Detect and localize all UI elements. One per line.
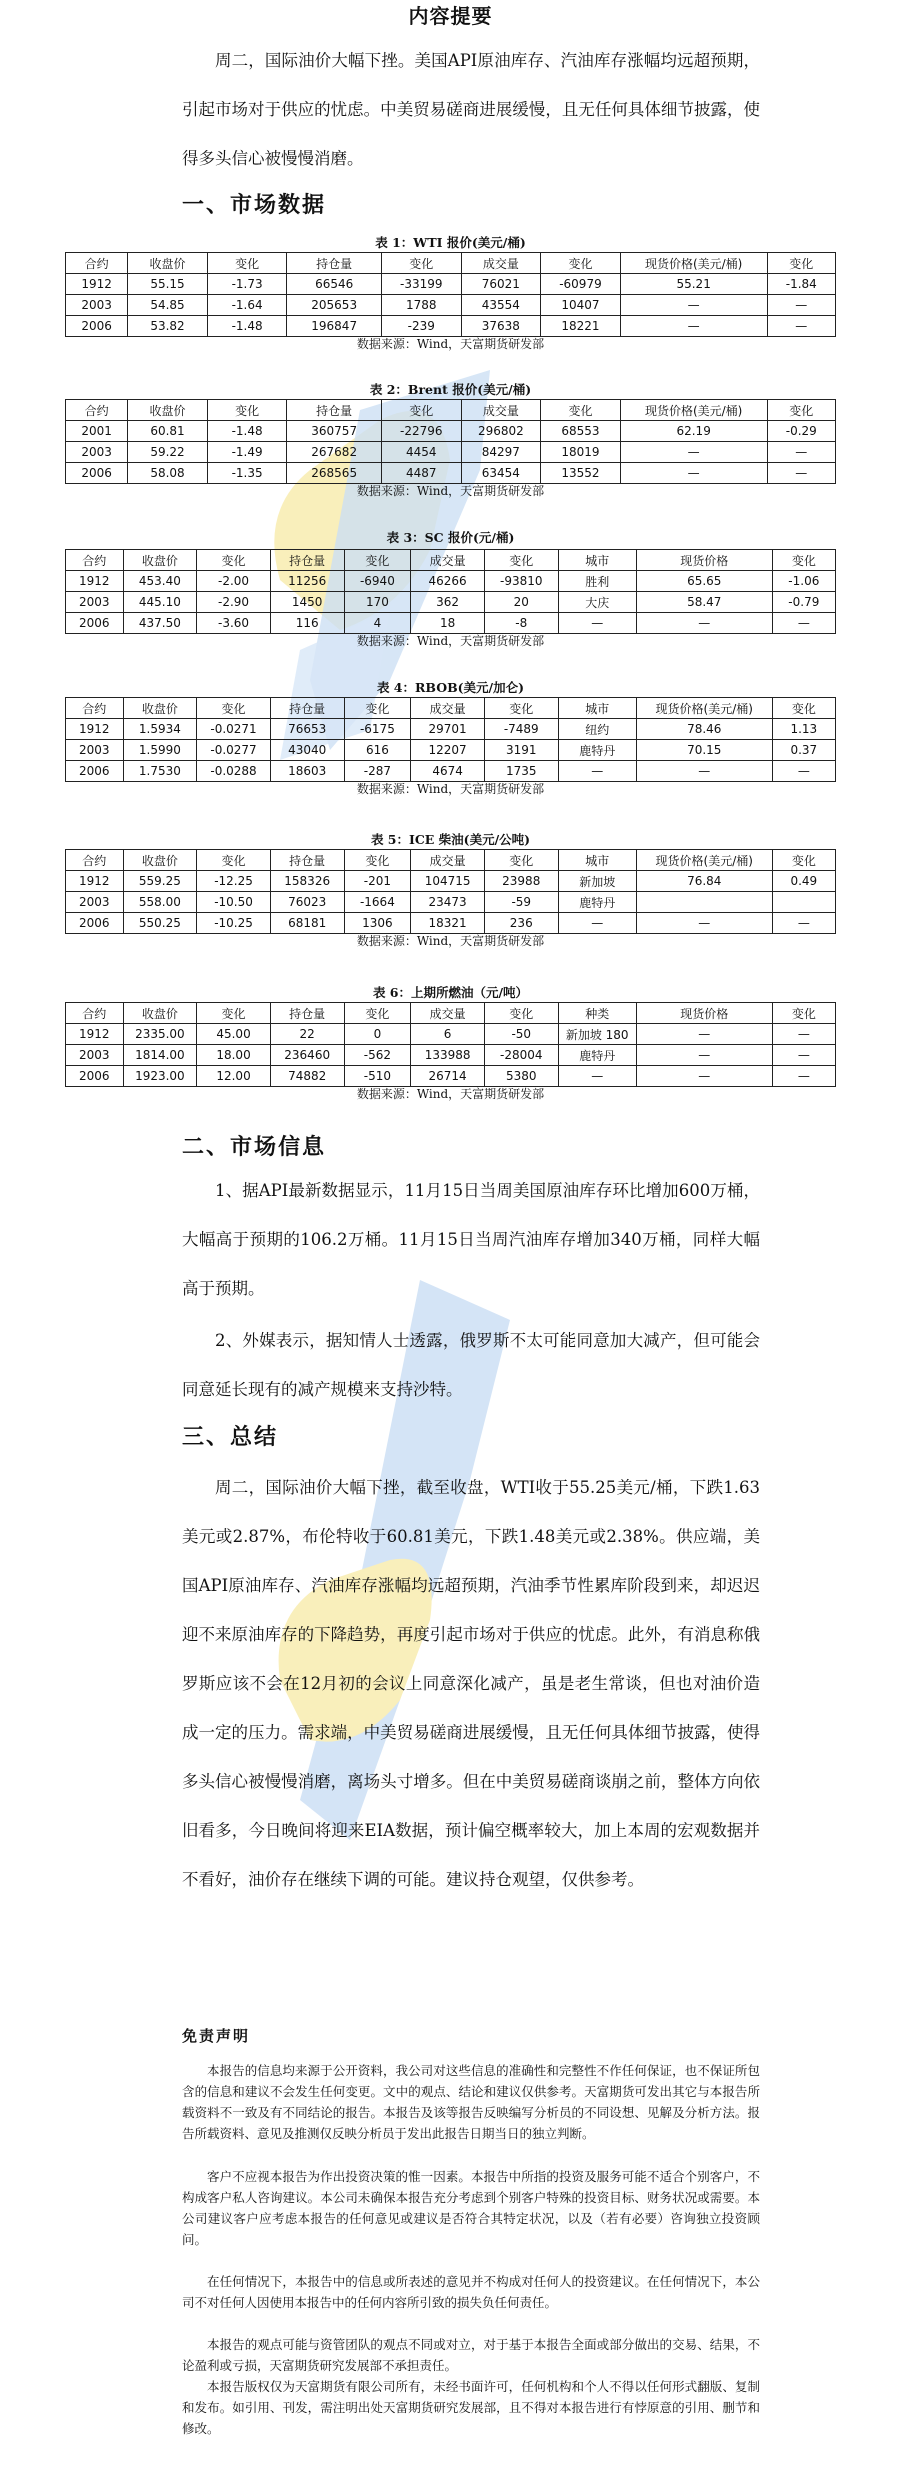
table-cell: -10.50 bbox=[197, 892, 271, 913]
table-header-cell: 变化 bbox=[197, 850, 271, 871]
table-cell: 1912 bbox=[66, 274, 128, 295]
table-cell: 360757 bbox=[287, 421, 382, 442]
table-cell: 296802 bbox=[461, 421, 541, 442]
table-cell: 55.21 bbox=[620, 274, 767, 295]
table-cell: 18221 bbox=[541, 316, 621, 337]
table-cell: 2006 bbox=[66, 613, 124, 634]
table-cell: 2001 bbox=[66, 421, 128, 442]
table-cell: 29701 bbox=[411, 719, 485, 740]
table-header-cell: 收盘价 bbox=[123, 550, 197, 571]
table-cell: 鹿特丹 bbox=[558, 892, 636, 913]
table-cell: — bbox=[558, 613, 636, 634]
table-cell: 59.22 bbox=[128, 442, 208, 463]
table-header-cell: 成交量 bbox=[461, 400, 541, 421]
table-cell: -33199 bbox=[381, 274, 461, 295]
table-cell: 1912 bbox=[66, 871, 124, 892]
table-cell: 1.5934 bbox=[123, 719, 197, 740]
table-cell: 104715 bbox=[411, 871, 485, 892]
table-4-caption: 表 4：RBOB(美元/加仑) bbox=[376, 680, 525, 695]
table-cell: — bbox=[767, 295, 835, 316]
table-3-caption: 表 3：SC 报价(元/桶) bbox=[386, 530, 515, 545]
table-cell: 62.19 bbox=[620, 421, 767, 442]
table-3 bbox=[65, 549, 836, 634]
table-cell: -1664 bbox=[344, 892, 411, 913]
table-cell: -562 bbox=[344, 1045, 411, 1066]
table-cell: — bbox=[636, 1045, 772, 1066]
table-cell: 45.00 bbox=[197, 1024, 271, 1045]
table-cell: 1.7530 bbox=[123, 761, 197, 782]
table-cell: -1.84 bbox=[767, 274, 835, 295]
table-cell: 大庆 bbox=[558, 592, 636, 613]
table-header-cell: 合约 bbox=[66, 698, 124, 719]
table-header-cell: 变化 bbox=[541, 400, 621, 421]
table-row bbox=[66, 913, 836, 934]
section-market-info-heading: 二、市场信息 bbox=[182, 1134, 327, 1160]
table-cell: -22796 bbox=[381, 421, 461, 442]
table-cell: 12207 bbox=[411, 740, 485, 761]
table-header-cell: 合约 bbox=[66, 1003, 124, 1024]
table-cell: 1.5990 bbox=[123, 740, 197, 761]
table-header-cell: 成交量 bbox=[411, 850, 485, 871]
table-header-cell: 现货价格(美元/桶) bbox=[636, 698, 772, 719]
table-cell: 616 bbox=[344, 740, 411, 761]
table-header-cell: 持仓量 bbox=[270, 850, 344, 871]
table-4-source: 数据来源：Wind，天富期货研发部 bbox=[356, 782, 545, 796]
table-cell: — bbox=[620, 316, 767, 337]
section-summary-heading: 三、总结 bbox=[182, 1424, 279, 1450]
table-cell: 2006 bbox=[66, 761, 124, 782]
table-cell: -239 bbox=[381, 316, 461, 337]
table-header-cell: 变化 bbox=[344, 698, 411, 719]
table-cell: 2003 bbox=[66, 442, 128, 463]
table-4 bbox=[65, 697, 836, 782]
table-3-source: 数据来源：Wind，天富期货研发部 bbox=[356, 634, 545, 648]
table-header-cell: 变化 bbox=[381, 400, 461, 421]
table-cell: -0.0271 bbox=[197, 719, 271, 740]
table-header-row bbox=[66, 850, 836, 871]
table-cell: -8 bbox=[484, 613, 558, 634]
disclaimer-paragraph: 本报告的信息均来源于公开资料，我公司对这些信息的准确性和完整性不作任何保证，也不保证所包含的信息和建议不会发生任何变更。文中的观点、结论和建议仅供参考。天富期货可发出其它与本报告所载资料不一致及有不同结论的报告。本报告及该等报告反映编写分析员的不同设想、见解及分析方法。报告所载资料、意见及推测仅反映分析员于发出此报告日期当日的独立判断。 bbox=[182, 2063, 760, 2141]
table-cell: -1.48 bbox=[207, 316, 287, 337]
table-cell: — bbox=[767, 442, 835, 463]
table-header-cell: 持仓量 bbox=[270, 550, 344, 571]
table-cell: — bbox=[772, 761, 835, 782]
disclaimer-paragraph: 客户不应视本报告为作出投资决策的惟一因素。本报告中所指的投资及服务可能不适合个别客户，不构成客户私人咨询建议。本公司未确保本报告充分考虑到个别客户特殊的投资目标、财务状况或需要。本公司建议客户应考虑本报告的任何意见或建议是否符合其特定状况，以及（若有必要）咨询独立投资顾问。 bbox=[182, 2169, 760, 2247]
table-cell: 0.37 bbox=[772, 740, 835, 761]
table-row bbox=[66, 316, 836, 337]
table-cell bbox=[636, 892, 772, 913]
table-cell: 18.00 bbox=[197, 1045, 271, 1066]
table-header-cell: 变化 bbox=[484, 550, 558, 571]
table-cell: 84297 bbox=[461, 442, 541, 463]
table-cell: 11256 bbox=[270, 571, 344, 592]
table-cell: -201 bbox=[344, 871, 411, 892]
conclusion-paragraph: 周二，国际油价大幅下挫，截至收盘，WTI收于55.25美元/桶，下跌1.63美元或2.87%，布伦特收于60.81美元，下跌1.48美元或2.38%。供应端，美国API原油库存、汽油库存涨幅均远超预期，汽油季节性累库阶段到来，却迟迟迎不来原油库存的下降趋势，再度引起市场对于供应的忧虑。此外，有消息称俄罗斯应该不会在12月初的会议上同意深化减产，虽是老生常谈，但也对油价造成一定的压力。需求端，中美贸易磋商进展缓慢，且无任何具体细节披露，使得多头信心被慢慢消磨，离场头寸增多。但在中美贸易磋商谈崩之前，整体方向依旧看多，今日晚间将迎来EIA数据，预计偏空概率较大，加上本周的宏观数据并不看好，油价存在继续下调的可能。建议持仓观望，仅供参考。 bbox=[182, 1478, 760, 1889]
table-1-source: 数据来源：Wind，天富期货研发部 bbox=[356, 337, 545, 351]
table-header-cell: 合约 bbox=[66, 253, 128, 274]
table-cell: 18603 bbox=[270, 761, 344, 782]
table-cell: 58.08 bbox=[128, 463, 208, 484]
table-cell: 558.00 bbox=[123, 892, 197, 913]
table-cell: 170 bbox=[344, 592, 411, 613]
table-cell: — bbox=[558, 1066, 636, 1087]
table-cell: -1.49 bbox=[207, 442, 287, 463]
table-header-cell: 变化 bbox=[772, 1003, 835, 1024]
table-header-cell: 收盘价 bbox=[123, 698, 197, 719]
table-cell: 2003 bbox=[66, 740, 124, 761]
table-2-caption: 表 2：Brent 报价(美元/桶) bbox=[369, 382, 532, 397]
table-cell: 2006 bbox=[66, 913, 124, 934]
table-cell: 新加坡 180 bbox=[558, 1024, 636, 1045]
table-cell: — bbox=[767, 316, 835, 337]
table-cell: 20 bbox=[484, 592, 558, 613]
table-cell: 鹿特丹 bbox=[558, 1045, 636, 1066]
summary-paragraph: 周二，国际油价大幅下挫。美国API原油库存、汽油库存涨幅均远超预期，引起市场对于供应的忧虑。中美贸易磋商进展缓慢，且无任何具体细节披露，使得多头信心被慢慢消磨。 bbox=[182, 51, 760, 168]
table-cell: 60.81 bbox=[128, 421, 208, 442]
table-cell: 362 bbox=[411, 592, 485, 613]
table-1 bbox=[65, 252, 836, 337]
table-header-cell: 城市 bbox=[558, 698, 636, 719]
table-cell: 23473 bbox=[411, 892, 485, 913]
table-cell: -510 bbox=[344, 1066, 411, 1087]
table-row bbox=[66, 1045, 836, 1066]
table-cell: 6 bbox=[411, 1024, 485, 1045]
table-cell: 2003 bbox=[66, 892, 124, 913]
table-cell: — bbox=[772, 1045, 835, 1066]
table-cell: — bbox=[620, 463, 767, 484]
table-header-cell: 变化 bbox=[207, 400, 287, 421]
table-row bbox=[66, 719, 836, 740]
disclaimer-paragraph: 本报告版权仅为天富期货有限公司所有，未经书面许可，任何机构和个人不得以任何形式翻版、复制和发布。如引用、刊发，需注明出处天富期货研究发展部，且不得对本报告进行有悖原意的引用、删节和修改。 bbox=[182, 2379, 760, 2436]
table-cell: — bbox=[767, 463, 835, 484]
table-header-cell: 变化 bbox=[767, 400, 835, 421]
table-header-cell: 合约 bbox=[66, 400, 128, 421]
table-header-cell: 变化 bbox=[772, 698, 835, 719]
table-header-row bbox=[66, 253, 836, 274]
table-row bbox=[66, 871, 836, 892]
table-header-cell: 变化 bbox=[197, 1003, 271, 1024]
table-cell: 55.15 bbox=[128, 274, 208, 295]
table-header-cell: 成交量 bbox=[411, 1003, 485, 1024]
table-cell: 76.84 bbox=[636, 871, 772, 892]
table-cell: — bbox=[772, 1024, 835, 1045]
table-cell: 2003 bbox=[66, 1045, 124, 1066]
table-cell: -0.0288 bbox=[197, 761, 271, 782]
table-cell: 63454 bbox=[461, 463, 541, 484]
table-cell: 74882 bbox=[270, 1066, 344, 1087]
page-title: 内容提要 bbox=[408, 4, 493, 28]
table-cell: 2006 bbox=[66, 316, 128, 337]
table-cell: 4487 bbox=[381, 463, 461, 484]
table-header-cell: 收盘价 bbox=[128, 253, 208, 274]
table-5-source: 数据来源：Wind，天富期货研发部 bbox=[356, 934, 545, 948]
table-header-cell: 现货价格(美元/桶) bbox=[636, 850, 772, 871]
table-cell: 58.47 bbox=[636, 592, 772, 613]
table-header-cell: 变化 bbox=[772, 850, 835, 871]
table-cell: -1.35 bbox=[207, 463, 287, 484]
table-header-row bbox=[66, 698, 836, 719]
table-cell: -1.06 bbox=[772, 571, 835, 592]
table-cell: 胜利 bbox=[558, 571, 636, 592]
table-header-cell: 变化 bbox=[484, 698, 558, 719]
table-row bbox=[66, 613, 836, 634]
table-header-cell: 现货价格 bbox=[636, 550, 772, 571]
table-cell: 1450 bbox=[270, 592, 344, 613]
table-header-cell: 成交量 bbox=[461, 253, 541, 274]
table-cell: 1923.00 bbox=[123, 1066, 197, 1087]
table-cell: 46266 bbox=[411, 571, 485, 592]
table-cell: -2.00 bbox=[197, 571, 271, 592]
table-header-cell: 持仓量 bbox=[287, 253, 382, 274]
table-cell: -6175 bbox=[344, 719, 411, 740]
table-cell: -60979 bbox=[541, 274, 621, 295]
table-row bbox=[66, 1024, 836, 1045]
table-cell: 70.15 bbox=[636, 740, 772, 761]
table-cell: 76023 bbox=[270, 892, 344, 913]
table-cell: 鹿特丹 bbox=[558, 740, 636, 761]
table-cell: 2335.00 bbox=[123, 1024, 197, 1045]
table-6-caption: 表 6：上期所燃油（元/吨） bbox=[372, 985, 529, 1000]
table-cell: 43040 bbox=[270, 740, 344, 761]
table-cell: -1.48 bbox=[207, 421, 287, 442]
table-cell: 53.82 bbox=[128, 316, 208, 337]
table-cell: 1.13 bbox=[772, 719, 835, 740]
table-header-cell: 变化 bbox=[767, 253, 835, 274]
table-cell: 54.85 bbox=[128, 295, 208, 316]
table-cell: 68181 bbox=[270, 913, 344, 934]
table-cell: 5380 bbox=[484, 1066, 558, 1087]
table-row bbox=[66, 740, 836, 761]
table-header-cell: 合约 bbox=[66, 850, 124, 871]
table-cell: -1.64 bbox=[207, 295, 287, 316]
table-cell: — bbox=[636, 913, 772, 934]
disclaimer-paragraph: 在任何情况下，本报告中的信息或所表述的意见并不构成对任何人的投资建议。在任何情况下，本公司不对任何人因使用本报告中的任何内容所引致的损失负任何责任。 bbox=[182, 2274, 760, 2310]
table-cell: 158326 bbox=[270, 871, 344, 892]
table-cell: 18019 bbox=[541, 442, 621, 463]
table-cell: — bbox=[636, 761, 772, 782]
table-header-cell: 现货价格(美元/桶) bbox=[620, 253, 767, 274]
table-cell: 新加坡 bbox=[558, 871, 636, 892]
table-cell: 66546 bbox=[287, 274, 382, 295]
disclaimer-heading: 免责声明 bbox=[182, 2027, 251, 2045]
table-header-cell: 持仓量 bbox=[270, 1003, 344, 1024]
table-header-cell: 城市 bbox=[558, 550, 636, 571]
table-cell: — bbox=[558, 913, 636, 934]
table-cell: 0.49 bbox=[772, 871, 835, 892]
table-cell: — bbox=[772, 613, 835, 634]
table-header-cell: 收盘价 bbox=[123, 1003, 197, 1024]
table-cell: -3.60 bbox=[197, 613, 271, 634]
table-header-cell: 城市 bbox=[558, 850, 636, 871]
table-6-source: 数据来源：Wind，天富期货研发部 bbox=[356, 1087, 545, 1101]
table-cell: 1912 bbox=[66, 719, 124, 740]
table-cell: 1912 bbox=[66, 1024, 124, 1045]
table-5 bbox=[65, 849, 836, 934]
table-header-cell: 变化 bbox=[197, 698, 271, 719]
table-1-caption: 表 1：WTI 报价(美元/桶) bbox=[375, 235, 526, 250]
table-cell: -0.79 bbox=[772, 592, 835, 613]
table-cell: 236 bbox=[484, 913, 558, 934]
table-row bbox=[66, 274, 836, 295]
section-market-data-heading: 一、市场数据 bbox=[182, 192, 327, 218]
table-cell: 1735 bbox=[484, 761, 558, 782]
table-cell: 2003 bbox=[66, 592, 124, 613]
table-cell: -6940 bbox=[344, 571, 411, 592]
table-header-row bbox=[66, 400, 836, 421]
table-6 bbox=[65, 1002, 836, 1087]
table-cell: 43554 bbox=[461, 295, 541, 316]
table-cell: 18 bbox=[411, 613, 485, 634]
table-cell bbox=[772, 892, 835, 913]
table-row bbox=[66, 295, 836, 316]
table-cell: 1306 bbox=[344, 913, 411, 934]
table-cell: -287 bbox=[344, 761, 411, 782]
table-cell: 267682 bbox=[287, 442, 382, 463]
table-cell: — bbox=[636, 1066, 772, 1087]
table-row bbox=[66, 571, 836, 592]
table-header-cell: 变化 bbox=[381, 253, 461, 274]
table-cell: 0 bbox=[344, 1024, 411, 1045]
table-cell: 4 bbox=[344, 613, 411, 634]
table-cell: 2006 bbox=[66, 1066, 124, 1087]
table-cell: -12.25 bbox=[197, 871, 271, 892]
table-row bbox=[66, 592, 836, 613]
table-2 bbox=[65, 399, 836, 484]
table-cell: 2003 bbox=[66, 295, 128, 316]
table-cell: 236460 bbox=[270, 1045, 344, 1066]
table-cell: 205653 bbox=[287, 295, 382, 316]
table-cell: -2.90 bbox=[197, 592, 271, 613]
table-cell: 116 bbox=[270, 613, 344, 634]
table-cell: 23988 bbox=[484, 871, 558, 892]
table-cell: 65.65 bbox=[636, 571, 772, 592]
table-cell: 2006 bbox=[66, 463, 128, 484]
table-header-cell: 种类 bbox=[558, 1003, 636, 1024]
table-cell: — bbox=[558, 761, 636, 782]
table-header-cell: 成交量 bbox=[411, 698, 485, 719]
table-row bbox=[66, 761, 836, 782]
table-header-cell: 成交量 bbox=[411, 550, 485, 571]
table-row bbox=[66, 463, 836, 484]
table-cell: 1912 bbox=[66, 571, 124, 592]
table-cell: -50 bbox=[484, 1024, 558, 1045]
table-header-cell: 持仓量 bbox=[287, 400, 382, 421]
table-header-cell: 变化 bbox=[344, 550, 411, 571]
table-cell: — bbox=[620, 295, 767, 316]
table-header-cell: 变化 bbox=[484, 850, 558, 871]
table-cell: 13552 bbox=[541, 463, 621, 484]
info-paragraph-2: 2、外媒表示，据知情人士透露，俄罗斯不太可能同意加大减产，但可能会同意延长现有的减产规模来支持沙特。 bbox=[182, 1331, 760, 1399]
table-cell: 37638 bbox=[461, 316, 541, 337]
table-cell: 1788 bbox=[381, 295, 461, 316]
table-row bbox=[66, 1066, 836, 1087]
table-cell: 12.00 bbox=[197, 1066, 271, 1087]
table-header-cell: 合约 bbox=[66, 550, 124, 571]
info-paragraph-1: 1、据API最新数据显示，11月15日当周美国原油库存环比增加600万桶，大幅高于预期的106.2万桶。11月15日当周汽油库存增加340万桶，同样大幅高于预期。 bbox=[182, 1181, 760, 1298]
table-cell: 559.25 bbox=[123, 871, 197, 892]
table-header-cell: 变化 bbox=[772, 550, 835, 571]
table-cell: — bbox=[772, 1066, 835, 1087]
table-header-cell: 现货价格(美元/桶) bbox=[620, 400, 767, 421]
table-cell: — bbox=[636, 1024, 772, 1045]
table-cell: 133988 bbox=[411, 1045, 485, 1066]
table-cell: 26714 bbox=[411, 1066, 485, 1087]
table-cell: -1.73 bbox=[207, 274, 287, 295]
table-cell: — bbox=[772, 913, 835, 934]
table-row bbox=[66, 442, 836, 463]
table-cell: -7489 bbox=[484, 719, 558, 740]
table-cell: 4454 bbox=[381, 442, 461, 463]
table-header-cell: 变化 bbox=[344, 850, 411, 871]
table-cell: — bbox=[636, 613, 772, 634]
table-header-row bbox=[66, 550, 836, 571]
table-cell: 550.25 bbox=[123, 913, 197, 934]
table-cell: 453.40 bbox=[123, 571, 197, 592]
table-cell: 78.46 bbox=[636, 719, 772, 740]
table-header-cell: 变化 bbox=[541, 253, 621, 274]
table-header-cell: 现货价格 bbox=[636, 1003, 772, 1024]
table-header-cell: 变化 bbox=[484, 1003, 558, 1024]
table-header-cell: 持仓量 bbox=[270, 698, 344, 719]
table-cell: 68553 bbox=[541, 421, 621, 442]
table-row bbox=[66, 892, 836, 913]
table-cell: -0.29 bbox=[767, 421, 835, 442]
table-header-cell: 收盘价 bbox=[128, 400, 208, 421]
table-5-caption: 表 5：ICE 柴油(美元/公吨) bbox=[370, 832, 531, 847]
table-cell: — bbox=[620, 442, 767, 463]
table-cell: -28004 bbox=[484, 1045, 558, 1066]
table-cell: 10407 bbox=[541, 295, 621, 316]
table-cell: 437.50 bbox=[123, 613, 197, 634]
table-header-row bbox=[66, 1003, 836, 1024]
table-cell: -59 bbox=[484, 892, 558, 913]
table-row bbox=[66, 421, 836, 442]
table-cell: -10.25 bbox=[197, 913, 271, 934]
table-cell: 22 bbox=[270, 1024, 344, 1045]
table-cell: 445.10 bbox=[123, 592, 197, 613]
table-header-cell: 变化 bbox=[344, 1003, 411, 1024]
table-2-source: 数据来源：Wind，天富期货研发部 bbox=[356, 484, 545, 498]
disclaimer-paragraph: 本报告的观点可能与资管团队的观点不同或对立，对于基于本报告全面或部分做出的交易、结果，不论盈利或亏损，天富期货研究发展部不承担责任。 bbox=[182, 2337, 760, 2373]
table-cell: 196847 bbox=[287, 316, 382, 337]
table-cell: 纽约 bbox=[558, 719, 636, 740]
table-cell: -0.0277 bbox=[197, 740, 271, 761]
table-header-cell: 变化 bbox=[207, 253, 287, 274]
table-cell: 76021 bbox=[461, 274, 541, 295]
table-header-cell: 变化 bbox=[197, 550, 271, 571]
table-cell: 76653 bbox=[270, 719, 344, 740]
table-header-cell: 收盘价 bbox=[123, 850, 197, 871]
table-cell: 3191 bbox=[484, 740, 558, 761]
table-cell: 4674 bbox=[411, 761, 485, 782]
table-cell: 18321 bbox=[411, 913, 485, 934]
table-cell: 268565 bbox=[287, 463, 382, 484]
table-cell: -93810 bbox=[484, 571, 558, 592]
table-cell: 1814.00 bbox=[123, 1045, 197, 1066]
